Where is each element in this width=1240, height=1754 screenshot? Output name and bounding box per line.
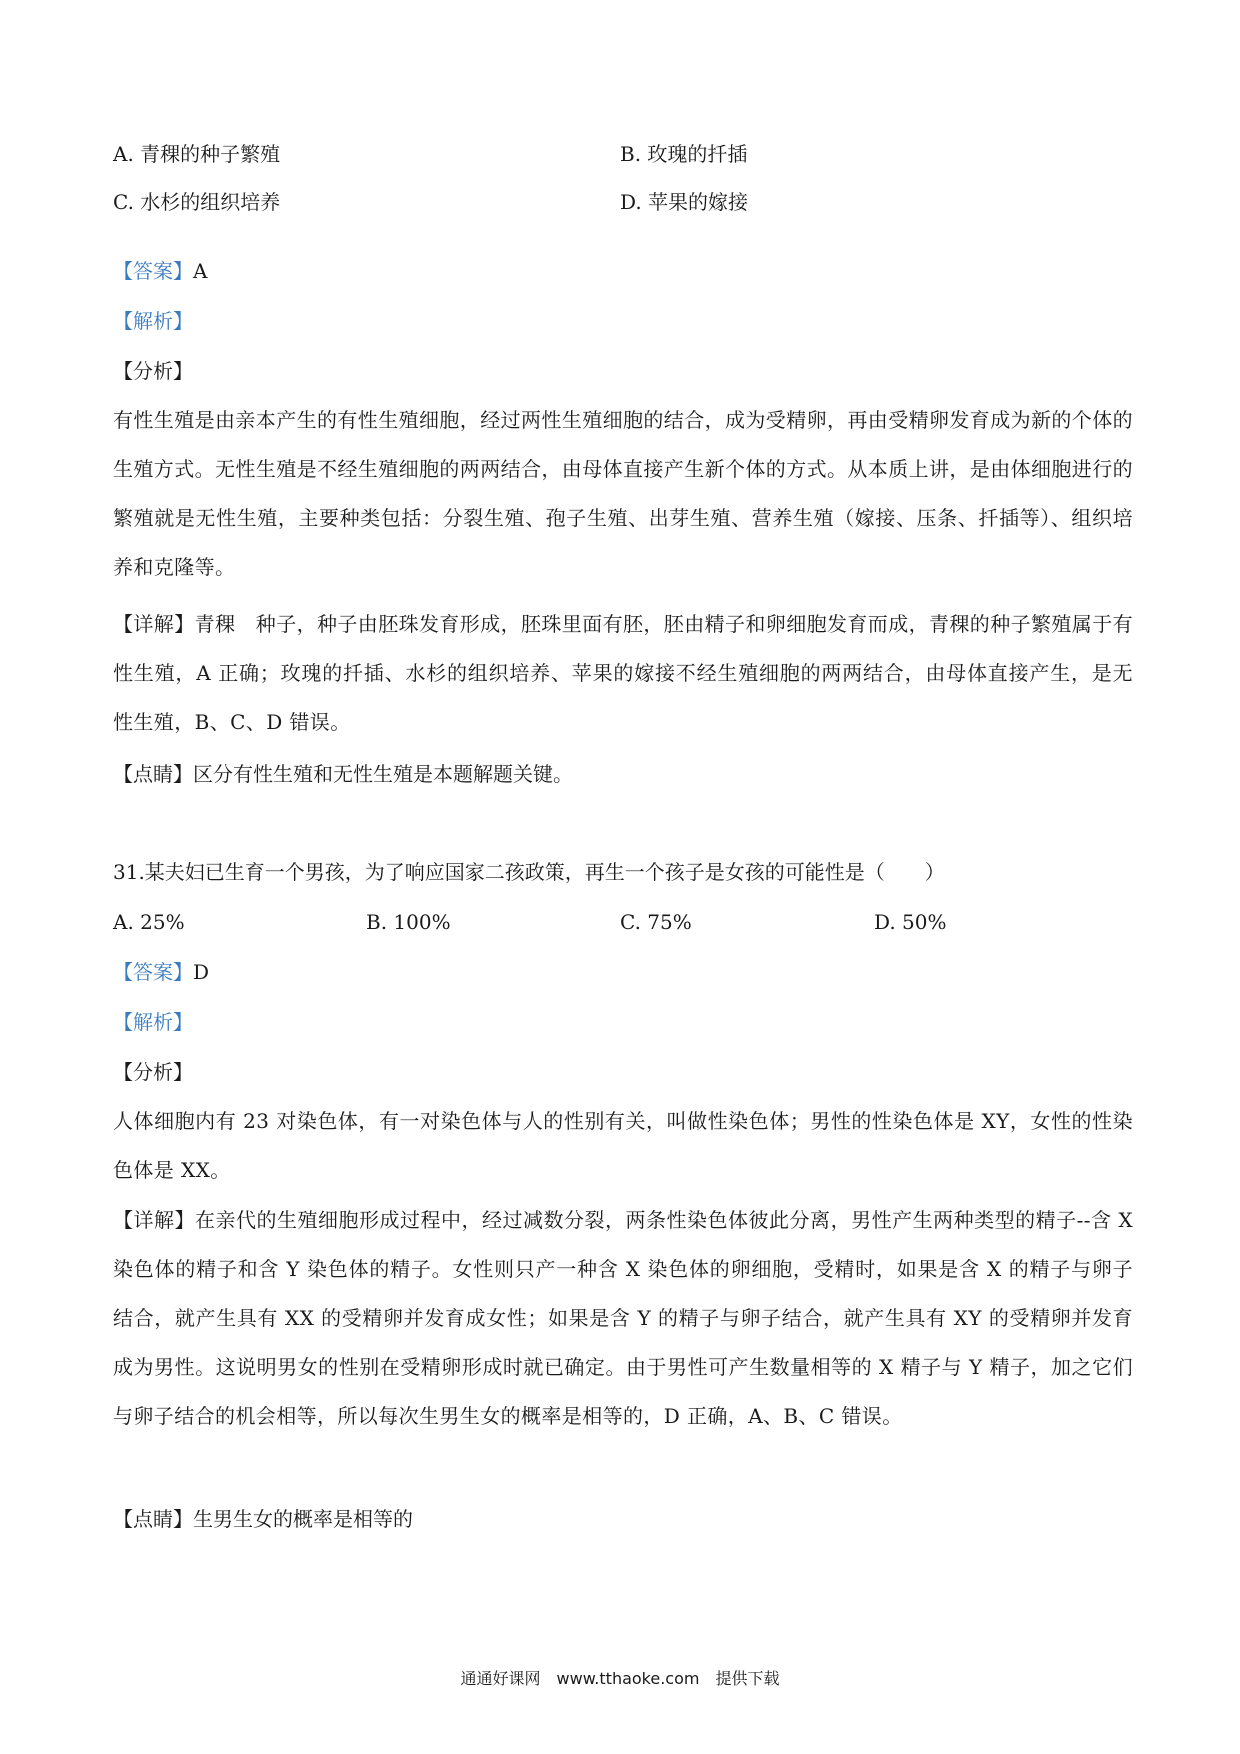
page-footer: 通通好课网 www.tthaoke.com 提供下载 — [460, 1669, 780, 1688]
q30-answer-line — [113, 257, 1133, 285]
fenxi-tag: 【分析】 — [113, 1060, 193, 1084]
q31-fenxi-paragraph: 人体细胞内有 23 对染色体，有一对染色体与人的性别有关，叫做性染色体；男性的性染色体是 XY，女性的性染色体是 XX。 — [113, 1109, 1133, 1182]
q30-fenxi-line — [113, 357, 1133, 385]
q30-xiangjie-paragraph — [113, 600, 1133, 747]
q31-xiangjie-paragraph — [113, 1196, 1133, 1441]
q30-dianjing-line — [113, 760, 1133, 788]
answer-value: D — [193, 960, 210, 984]
q31-dianjing-line — [113, 1505, 1133, 1533]
xiangjie-text: 在亲代的生殖细胞形成过程中，经过减数分裂，两条性染色体彼此分离，男性产生两种类型的精子--含 X 染色体的精子和含 Y 染色体的精子。女性则只产一种含 X 染色体的卵细胞，受精时，如果是含 X 的精子与卵子结合，就产生具有 XX 的受精卵并发育成女性；如果是含 Y 的精子与卵子结合，就产生具有 XY 的受精卵并发育成为男性。这说明男女的性别在受精卵形成时就已确定。由于男性可产生数量相等的 X 精子与 Y 精子，加之它们与卵子结合的机会相等，所以每次生男生女的概率是相等的，D 正确，A、B、C 错误。 — [113, 1208, 1133, 1428]
dianjing-tag: 【点睛】 — [113, 762, 193, 786]
xiangjie-tag: 【详解】 — [113, 612, 195, 636]
answer-tag: 【答案】 — [113, 960, 193, 984]
q30-jiexi-line — [113, 307, 1133, 335]
q31-fenxi-line — [113, 1058, 1133, 1086]
xiangjie-text: 青稞 种子，种子由胚珠发育形成，胚珠里面有胚，胚由精子和卵细胞发育而成，青稞的种子繁殖属于有性生殖，A 正确；玫瑰的扦插、水杉的组织培养、苹果的嫁接不经生殖细胞的两两结合，由母体直接产生，是无性生殖，B、C、D 错误。 — [113, 612, 1134, 734]
dianjing-text: 区分有性生殖和无性生殖是本题解题关键。 — [193, 762, 573, 786]
q30-option-a: A. 青稞的种子繁殖 — [113, 142, 281, 166]
q30-option-b: B. 玫瑰的扦插 — [620, 142, 748, 166]
fenxi-tag: 【分析】 — [113, 359, 193, 383]
q31-option-d: D. 50% — [874, 910, 947, 934]
q31-answer-line — [113, 958, 1133, 986]
jiexi-tag: 【解析】 — [113, 1010, 193, 1034]
q31-question: 31.某夫妇已生育一个男孩，为了响应国家二孩政策，再生一个孩子是女孩的可能性是（ ） — [113, 860, 945, 884]
q31-jiexi-line — [113, 1008, 1133, 1036]
q31-option-c: C. 75% — [620, 910, 692, 934]
jiexi-tag: 【解析】 — [113, 309, 193, 333]
answer-value: A — [193, 259, 208, 283]
answer-tag: 【答案】 — [113, 259, 193, 283]
dianjing-text: 生男生女的概率是相等的 — [193, 1507, 413, 1531]
xiangjie-tag: 【详解】 — [113, 1208, 196, 1232]
q30-fenxi-paragraph: 有性生殖是由亲本产生的有性生殖细胞，经过两性生殖细胞的结合，成为受精卵，再由受精卵发育成为新的个体的生殖方式。无性生殖是不经生殖细胞的两两结合，由母体直接产生新个体的方式。从本质上讲，是由体细胞进行的繁殖就是无性生殖，主要种类包括：分裂生殖、孢子生殖、出芽生殖、营养生殖（嫁接、压条、扦插等）、组织培养和克隆等。 — [113, 408, 1133, 579]
q31-option-a: A. 25% — [113, 910, 185, 934]
q30-option-c: C. 水杉的组织培养 — [113, 190, 281, 214]
q31-option-b: B. 100% — [366, 910, 451, 934]
dianjing-tag: 【点睛】 — [113, 1507, 193, 1531]
q30-option-d: D. 苹果的嫁接 — [620, 190, 749, 214]
